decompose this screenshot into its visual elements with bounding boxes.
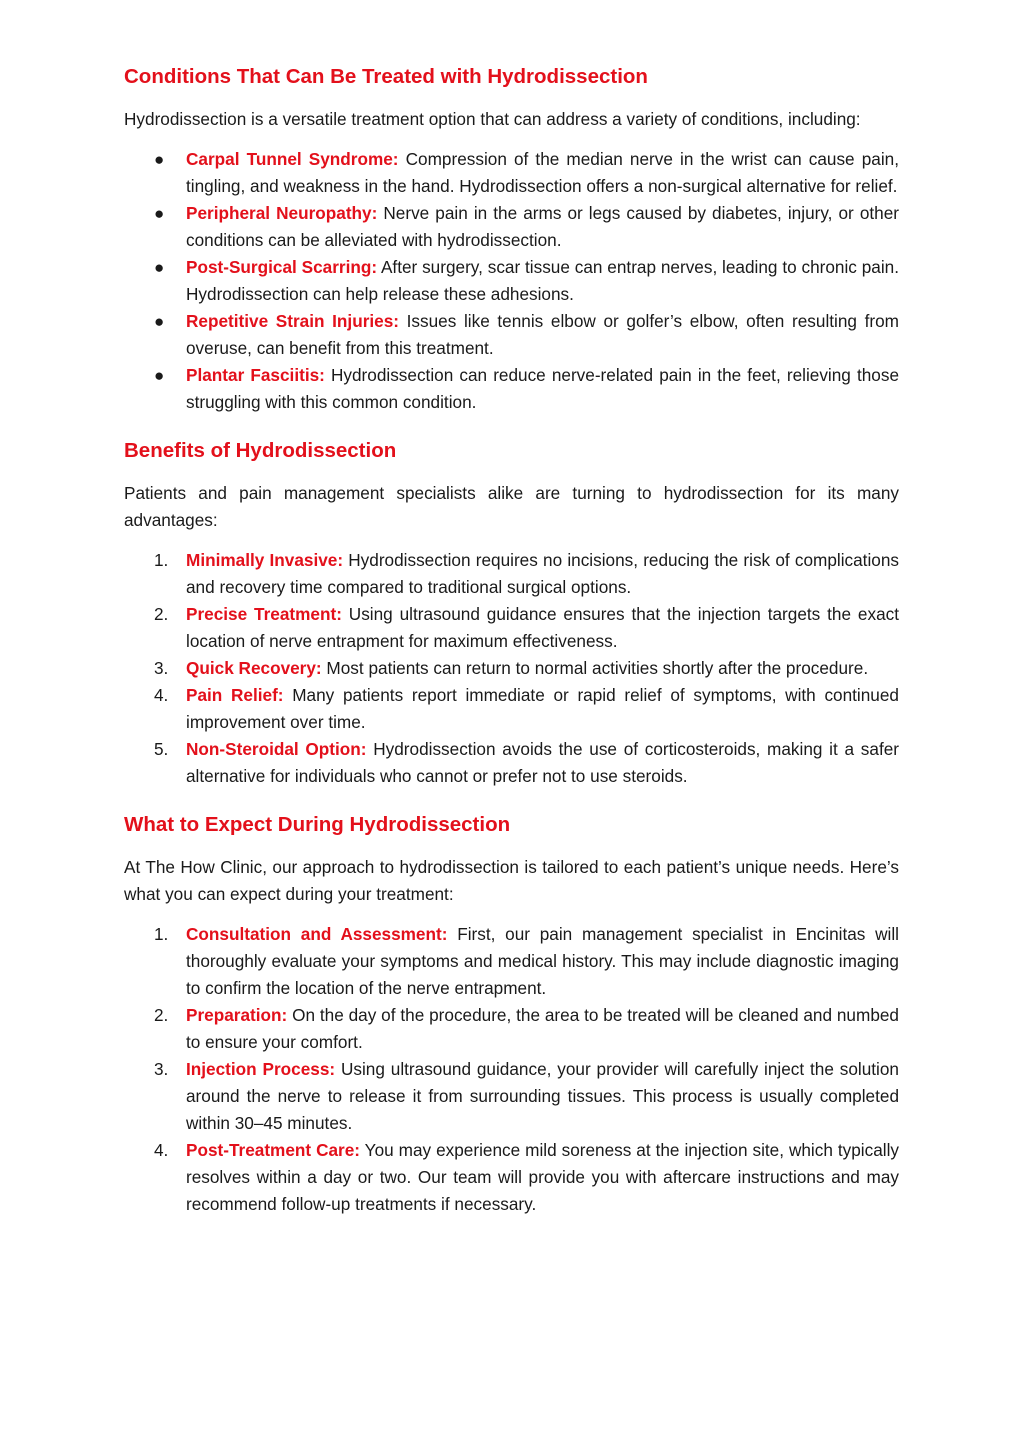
section-heading: What to Expect During Hydrodissection — [124, 813, 511, 836]
item-term: Non-Steroidal Option: — [186, 739, 367, 759]
item-term: Minimally Invasive: — [186, 550, 344, 570]
item-number: 4. — [154, 1140, 169, 1160]
item-text: On the day of the procedure, the area to be treated will be cleaned and numbed to ensure your comfort. — [186, 1005, 899, 1052]
item-term: Post-Treatment Care: — [186, 1140, 361, 1160]
item-text: After surgery, scar tissue can entrap nerves, leading to chronic pain. Hydrodissection can help release these adhesions. — [186, 257, 899, 304]
item-text: Compression of the median nerve in the wrist can cause pain, tingling, and weakness in the hand. Hydrodissection offers a non-surgical alternative for relief. — [186, 149, 899, 196]
section-intro: Hydrodissection is a versatile treatment option that can address a variety of conditions, including: — [124, 109, 861, 129]
item-term: Injection Process: — [186, 1059, 336, 1079]
bullet-dot-icon: ● — [154, 312, 165, 331]
list-item — [124, 682, 899, 736]
list-item — [124, 1056, 899, 1137]
item-number: 2. — [154, 604, 169, 624]
bullet-dot-icon: ● — [154, 204, 165, 223]
item-term: Post-Surgical Scarring: — [186, 257, 378, 277]
item-text: Nerve pain in the arms or legs caused by diabetes, injury, or other conditions can be alleviated with hydrodissection. — [186, 203, 900, 250]
item-term: Preparation: — [186, 1005, 288, 1025]
list-item — [124, 655, 899, 682]
expect-list — [124, 921, 899, 1218]
item-term: Precise Treatment: — [186, 604, 342, 624]
section-conditions — [124, 64, 899, 416]
list-item — [124, 1002, 899, 1056]
item-text: Issues like tennis elbow or golfer’s elbow, often resulting from overuse, can benefit from this treatment. — [186, 311, 899, 358]
item-number: 3. — [154, 1059, 169, 1079]
item-term: Plantar Fasciitis: — [186, 365, 325, 385]
item-term: Peripheral Neuropathy: — [186, 203, 378, 223]
item-term: Carpal Tunnel Syndrome: — [186, 149, 399, 169]
item-term: Repetitive Strain Injuries: — [186, 311, 399, 331]
conditions-list — [124, 146, 899, 416]
bullet-dot-icon: ● — [154, 258, 165, 277]
item-term: Quick Recovery: — [186, 658, 322, 678]
item-term: Pain Relief: — [186, 685, 284, 705]
item-number: 5. — [154, 739, 169, 759]
section-heading: Conditions That Can Be Treated with Hydrodissection — [124, 65, 648, 88]
list-item — [124, 362, 899, 416]
list-item — [124, 736, 899, 790]
item-text: You may experience mild soreness at the injection site, which typically resolves within a day or two. Our team will provide you with aftercare instructions and may recommend follow-up treatments if necessary. — [186, 1140, 899, 1214]
item-number: 1. — [154, 924, 169, 944]
list-item — [124, 308, 899, 362]
item-number: 1. — [154, 550, 169, 570]
list-item — [124, 601, 899, 655]
list-item — [124, 1137, 899, 1218]
list-item — [124, 200, 899, 254]
item-number: 3. — [154, 658, 169, 678]
list-item — [124, 547, 899, 601]
item-term: Consultation and Assessment: — [186, 924, 448, 944]
section-intro: Patients and pain management specialists alike are turning to hydrodissection for its many advantages: — [124, 483, 899, 530]
section-heading: Benefits of Hydrodissection — [124, 439, 397, 462]
item-number: 2. — [154, 1005, 169, 1025]
bullet-dot-icon: ● — [154, 366, 165, 385]
list-item — [124, 254, 899, 308]
item-number: 4. — [154, 685, 169, 705]
section-benefits — [124, 438, 899, 790]
item-text: Hydrodissection avoids the use of corticosteroids, making it a safer alternative for individuals who cannot or prefer not to use steroids. — [186, 739, 900, 786]
item-text: First, our pain management specialist in Encinitas will thoroughly evaluate your symptoms and medical history. This may include diagnostic imaging to confirm the location of the nerve entrapment. — [186, 924, 899, 998]
list-item — [124, 921, 899, 1002]
section-what-to-expect — [124, 812, 899, 1218]
section-intro: At The How Clinic, our approach to hydrodissection is tailored to each patient’s unique needs. Here’s what you can expect during your treatment: — [124, 857, 899, 904]
item-text: Using ultrasound guidance, your provider will carefully inject the solution around the nerve to release it from surrounding tissues. This process is usually completed within 30–45 minutes. — [186, 1059, 899, 1133]
item-text: Many patients report immediate or rapid relief of symptoms, with continued improvement over time. — [186, 685, 899, 732]
item-text: Hydrodissection can reduce nerve-related pain in the feet, relieving those struggling with this common condition. — [186, 365, 899, 412]
bullet-dot-icon: ● — [154, 150, 165, 169]
item-text: Most patients can return to normal activities shortly after the procedure. — [321, 658, 869, 678]
item-text: Using ultrasound guidance ensures that the injection targets the exact location of nerve entrapment for maximum effectiveness. — [186, 604, 899, 651]
list-item — [124, 146, 899, 200]
item-text: Hydrodissection requires no incisions, reducing the risk of complications and recovery time compared to traditional surgical options. — [186, 550, 899, 597]
benefits-list — [124, 547, 899, 790]
